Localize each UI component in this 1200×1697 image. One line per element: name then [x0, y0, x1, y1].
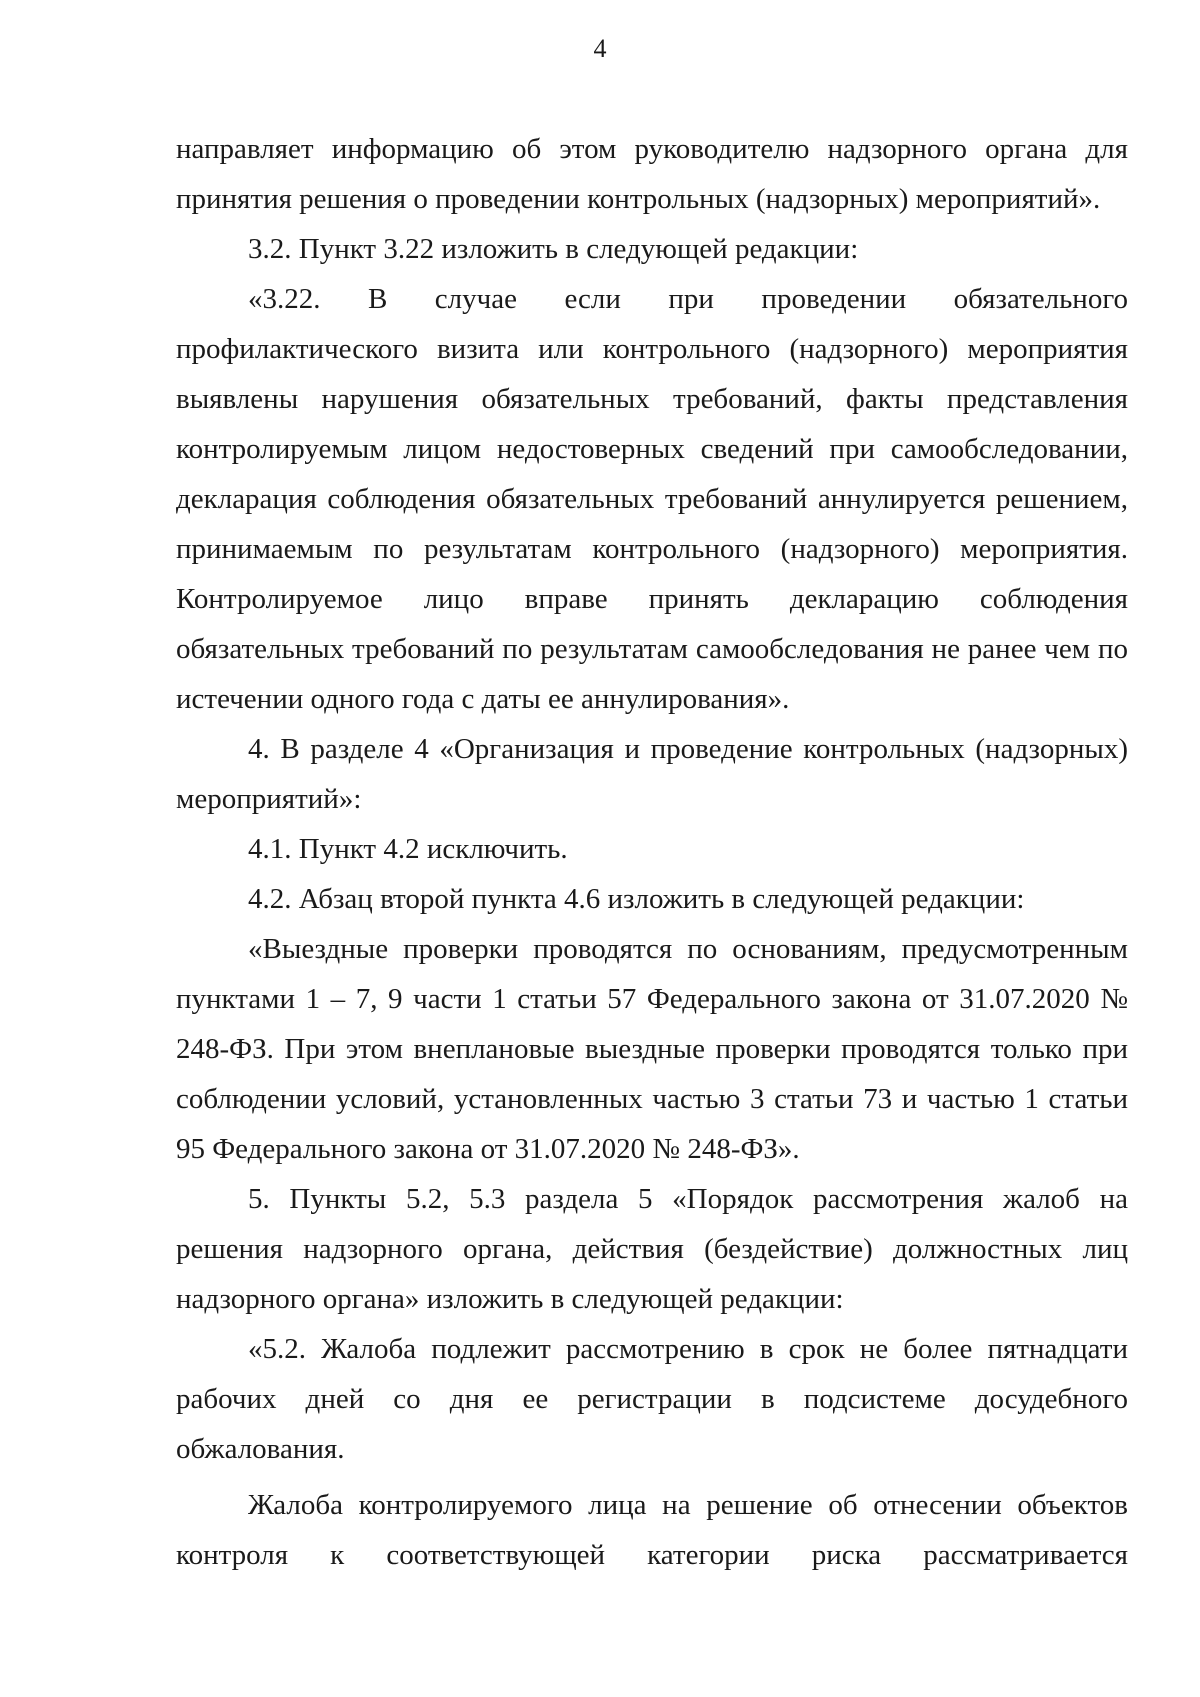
document-body	[176, 124, 1128, 1580]
paragraph-continuation: направляет информацию об этом руководителю надзорного органа для принятия решения о проведении контрольных (надзорных) мероприятий».	[176, 133, 1128, 215]
page-number: 4	[593, 34, 607, 63]
paragraph-quote-3-22: «3.22. В случае если при проведении обязательного профилактического визита или контрольного (надзорного) мероприятия выявлены нарушения обязательных требований, факты представления контролируемым лицом недостоверных сведений при самообследовании, декларация соблюдения обязательных требований аннулируется решением, принимаемым по результатам контрольного (надзорного) мероприятия. Контролируемое лицо вправе принять декларацию соблюдения обязательных требований по результатам самообследования не ранее чем по истечении одного года с даты ее аннулирования».	[176, 283, 1128, 715]
paragraph-item-4-1: 4.1. Пункт 4.2 исключить.	[248, 833, 568, 865]
paragraph-item-5: 5. Пункты 5.2, 5.3 раздела 5 «Порядок рассмотрения жалоб на решения надзорного органа, действия (бездействие) должностных лиц надзорного органа» изложить в следующей редакции:	[176, 1183, 1128, 1315]
paragraph-quote-5-2: «5.2. Жалоба подлежит рассмотрению в срок не более пятнадцати рабочих дней со дня ее регистрации в подсистеме досудебного обжалования.	[176, 1333, 1128, 1465]
paragraph-item-4: 4. В разделе 4 «Организация и проведение контрольных (надзорных) мероприятий»:	[176, 733, 1128, 815]
paragraph-item-4-2: 4.2. Абзац второй пункта 4.6 изложить в следующей редакции:	[248, 883, 1025, 915]
paragraph-quote-inspections: «Выездные проверки проводятся по основаниям, предусмотренным пунктами 1 – 7, 9 части 1 статьи 57 Федерального закона от 31.07.2020 № 248-ФЗ. При этом внеплановые выездные проверки проводятся только при соблюдении условий, установленных частью 3 статьи 73 и частью 1 статьи 95 Федерального закона от 31.07.2020 № 248-ФЗ».	[176, 933, 1128, 1165]
paragraph-item-3-2: 3.2. Пункт 3.22 изложить в следующей редакции:	[248, 233, 859, 265]
paragraph-complaint-risk: Жалоба контролируемого лица на решение об отнесении объектов контроля к соответствующей категории риска рассматривается	[176, 1489, 1128, 1571]
